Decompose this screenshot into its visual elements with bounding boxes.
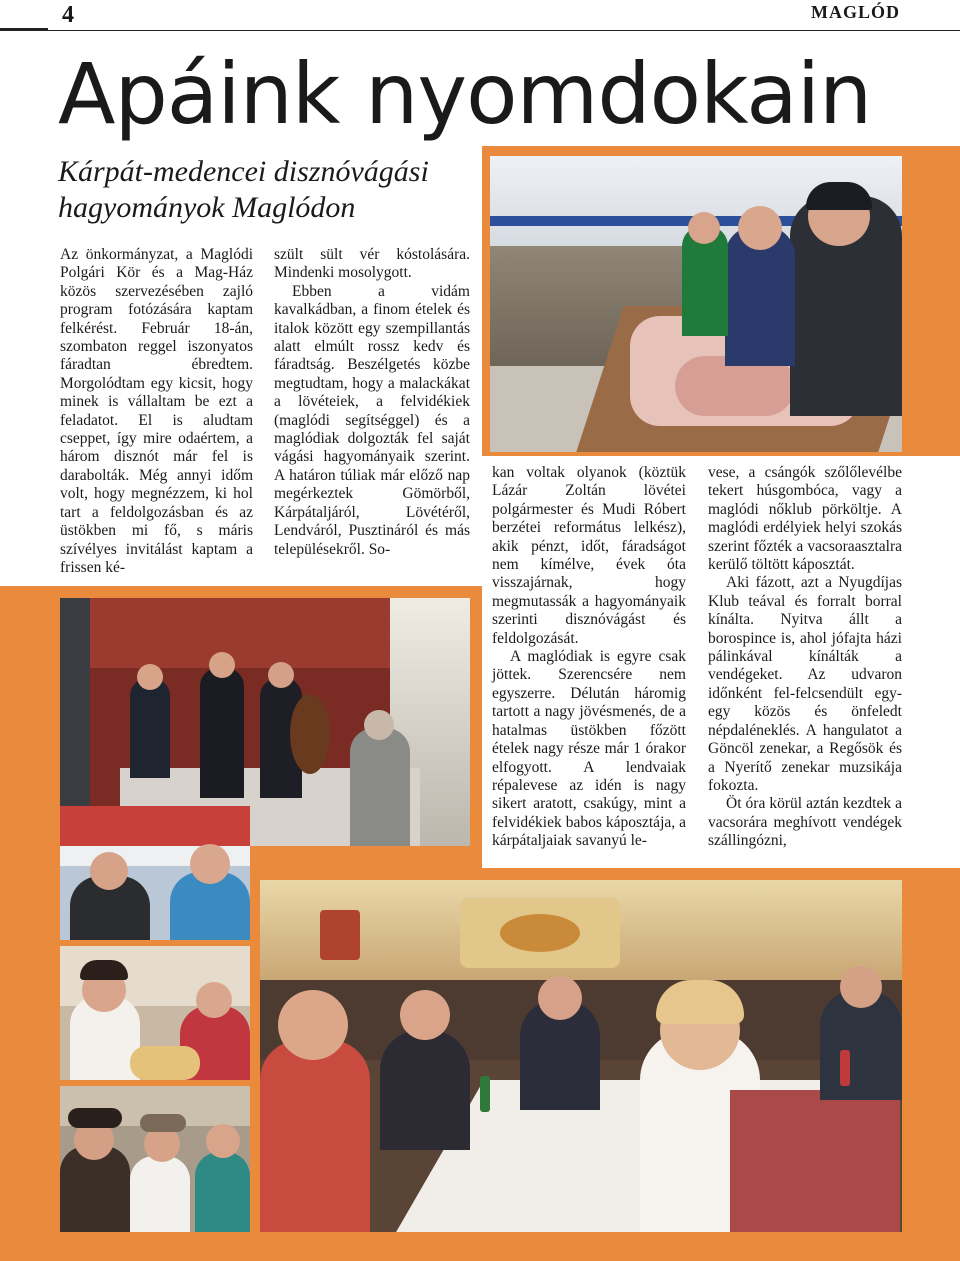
article-column-2 (274, 246, 470, 559)
article-column-3 (492, 464, 686, 851)
photo-butchering-tent (490, 156, 902, 452)
photo-dinner-hall (260, 880, 902, 1232)
page-title: Apáink nyomdokain (58, 45, 872, 143)
paragraph: Aki fázott, azt a Nyugdíjas Klub teával és forralt borral kínálta. Nyitva állt a borospince is, ahol jófajta házi pálinkával kínálták a vendégeket. Az udvaron időnként fel-felcsendült egy-egy közös és önfeledt népdaléneklés. A hangulatot a Göncöl zenekar, a Regősök és a Nyerítő zenekar muzsikája fokozta. (708, 574, 902, 794)
running-head: MAGLÓD (811, 2, 900, 22)
paragraph: szült sült vér kóstolására. Mindenki mosolygott. (274, 246, 470, 282)
paragraph: vese, a csángók szőlőlevélbe tekert húsgombóca, vagy a maglódi nőklub pörköltje. A maglódi erdélyiek helyi szokás szerint főzték a vacsoraasztalra kerülő töltött káposztát. (708, 464, 902, 574)
page-number: 4 (62, 2, 74, 28)
photo-two-men (60, 806, 250, 940)
paragraph: Öt óra körül aztán kezdtek a vacsorára meghívott vendégek szállingózni, (708, 795, 902, 850)
paragraph: A maglódiak is egyre csak jöttek. Szerencsére nem egyszerre. Délután háromig tartott a nagy jövésmenés, de a hatalmas üstökben főzött ételek nagy része már 1 órakor elfogyott. A lendvaiak répalevese az idén is nagy sikert aratott, csakúgy, mint a felvidékiek babos káposztája, a kárpátaljaiak savanyú le- (492, 648, 686, 850)
subtitle: Kárpát-medencei disznóvágási hagyományok Maglódon (58, 155, 429, 224)
article-column-4 (708, 464, 902, 851)
paragraph: Az önkormányzat, a Maglódi Polgári Kör és a Mag-Ház közös szervezésében zajló program fotózására kaptam felkérést. Február 18-án, szombaton reggel iszonyatos fáradtan ébredtem. Morgolódtam egy kicsit, hogy minek is vállaltam be ezt a feladatot. El is aludtam cseppet, így mire odaértem, a három disznót már fel is darabolták. Még annyi időm volt, hogy megnézzem, ki hol tart a feldolgozásban és az üstökben mi fő, s máris szívélyes invitálást kaptam a frissen ké- (60, 246, 253, 576)
paragraph: kan voltak olyanok (köztük Lázár Zoltán lövétei polgármester és Mudi Róbert berzétei református lelkész), akik pénzt, időt, fáradságot nem kímélve, évek óta visszajárnak, hogy megmutassák a hagyományaik szerinti disznóvágást és feldolgozását. (492, 464, 686, 647)
header-rule (0, 30, 960, 31)
photo-women-food (60, 946, 250, 1080)
article-column-1 (60, 246, 253, 577)
photo-men-hats (60, 1086, 250, 1232)
paragraph: Ebben a vidám kavalkádban, a finom ételek és italok között egy szempillantás alatt elmúlt rossz kedv és fáradtság. Beszélgetés közbe megtudtam, hogy a malackákat a lövéteiek, a felvidékiek (maglódi segítséggel) és a maglódiak dolgozták fel saját vágási hagyományaik szerint. A határon túliak már előző nap megérkeztek Gömörből, Kárpátaljáról, Lövétéről, Lendváról, Pusztináról és más településekről. So- (274, 282, 470, 558)
